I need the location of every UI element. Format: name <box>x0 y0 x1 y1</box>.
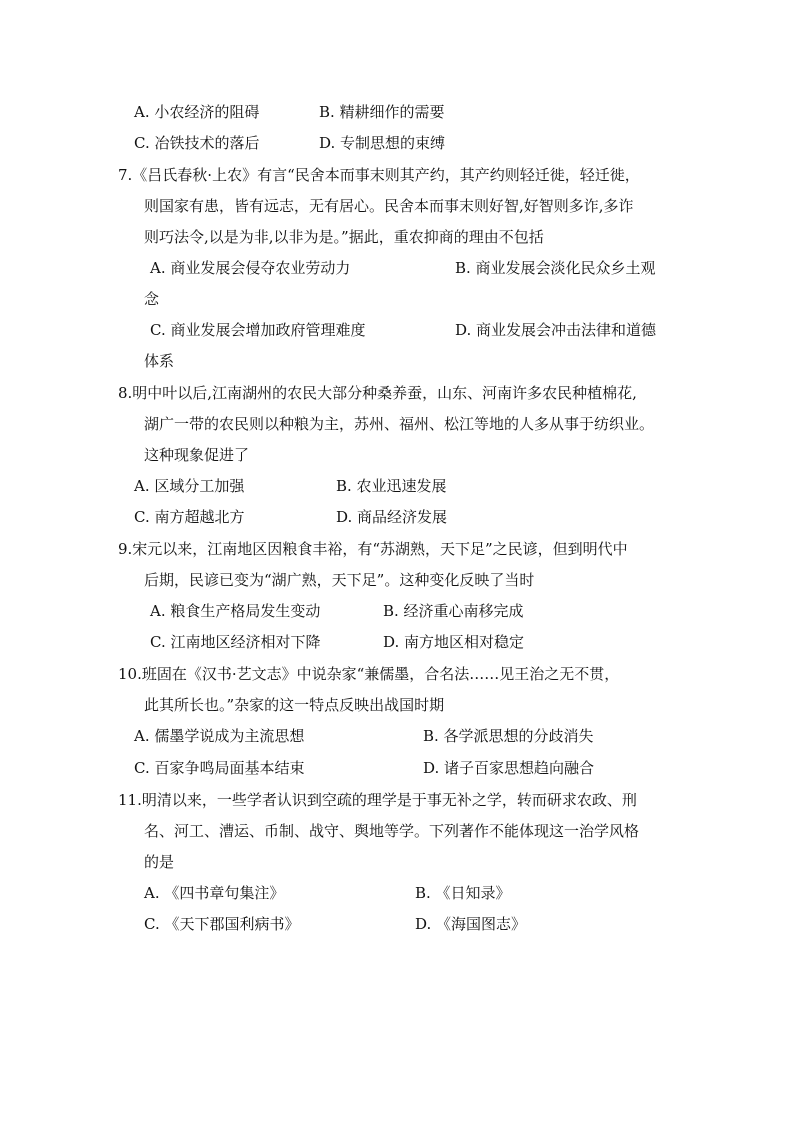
q7-option-d: D. 商业发展会冲击法律和道德 <box>455 321 657 339</box>
q9-option-b: B. 经济重心南移完成 <box>383 602 524 620</box>
q10-option-b: B. 各学派思想的分歧消失 <box>423 727 594 745</box>
q10-option-d: D. 诸子百家思想趋向融合 <box>423 759 595 777</box>
q8-option-b: B. 农业迅速发展 <box>336 477 447 495</box>
q9-stem-line-1: 9.宋元以来，江南地区因粮食丰裕，有“苏湖熟，天下足”之民谚，但到明代中 <box>118 540 628 558</box>
q9-stem-line-2: 后期，民谚已变为“湖广熟，天下足”。这种变化反映了当时 <box>144 571 535 589</box>
q9-option-a: A. 粮食生产格局发生变动 <box>150 602 321 620</box>
q10-stem-line-2: 此其所长也。”杂家的这一特点反映出战国时期 <box>144 696 445 714</box>
q10-option-c: C. 百家争鸣局面基本结束 <box>134 759 305 777</box>
q7-stem-line-1: 7.《吕氏春秋·上农》有言“民舍本而事末则其产约，其产约则轻迁徙，轻迁徙， <box>118 166 640 184</box>
q11-option-a: A. 《四书章句集注》 <box>144 884 285 902</box>
q6-option-b: B. 精耕细作的需要 <box>319 103 445 121</box>
q6-option-c: C. 冶铁技术的落后 <box>134 134 260 152</box>
q10-option-a: A. 儒墨学说成为主流思想 <box>134 727 305 745</box>
q6-option-d: D. 专制思想的束缚 <box>319 134 446 152</box>
q8-stem-line-2: 湖广一带的农民则以种粮为主，苏州、福州、松江等地的人多从事于纺织业。 <box>144 415 655 433</box>
q11-stem-line-2: 名、河工、漕运、币制、战守、舆地等学。下列著作不能体现这一治学风格 <box>144 822 640 840</box>
q7-stem-line-3: 则巧法令,以是为非,以非为是。”据此，重农抑商的理由不包括 <box>144 228 544 246</box>
q10-stem-line-1: 10.班固在《汉书·艺文志》中说杂家“兼儒墨，合名法……见王治之无不贯， <box>118 665 620 683</box>
q7-option-b-continuation: 念 <box>144 290 160 308</box>
q7-option-a: A. 商业发展会侵夺农业劳动力 <box>150 259 351 277</box>
q9-option-d: D. 南方地区相对稳定 <box>383 633 525 651</box>
q11-option-d: D. 《海国图志》 <box>415 915 527 933</box>
q9-option-c: C. 江南地区经济相对下降 <box>150 633 321 651</box>
q7-option-b: B. 商业发展会淡化民众乡土观 <box>455 259 656 277</box>
q6-option-a: A. 小农经济的阻碍 <box>134 103 260 121</box>
q7-option-c: C. 商业发展会增加政府管理难度 <box>150 321 366 339</box>
q11-option-c: C. 《天下郡国利病书》 <box>144 915 300 933</box>
q7-stem-line-2: 则国家有患，皆有远志，无有居心。民舍本而事末则好智,好智则多诈,多诈 <box>144 197 634 215</box>
q11-stem-line-1: 11.明清以来，一些学者认识到空疏的理学是于事无补之学，转而研求农政、刑 <box>118 791 637 809</box>
q11-stem-line-3: 的是 <box>144 853 175 871</box>
q8-option-a: A. 区域分工加强 <box>134 477 245 495</box>
q7-option-d-continuation: 体系 <box>144 352 175 370</box>
q8-option-d: D. 商品经济发展 <box>336 508 448 526</box>
q11-option-b: B. 《日知录》 <box>415 884 511 902</box>
q8-option-c: C. 南方超越北方 <box>134 508 245 526</box>
q8-stem-line-1: 8.明中叶以后,江南湖州的农民大部分种桑养蚕，山东、河南许多农民种植棉花, <box>118 384 637 402</box>
q8-stem-line-3: 这种现象促进了 <box>144 446 250 464</box>
